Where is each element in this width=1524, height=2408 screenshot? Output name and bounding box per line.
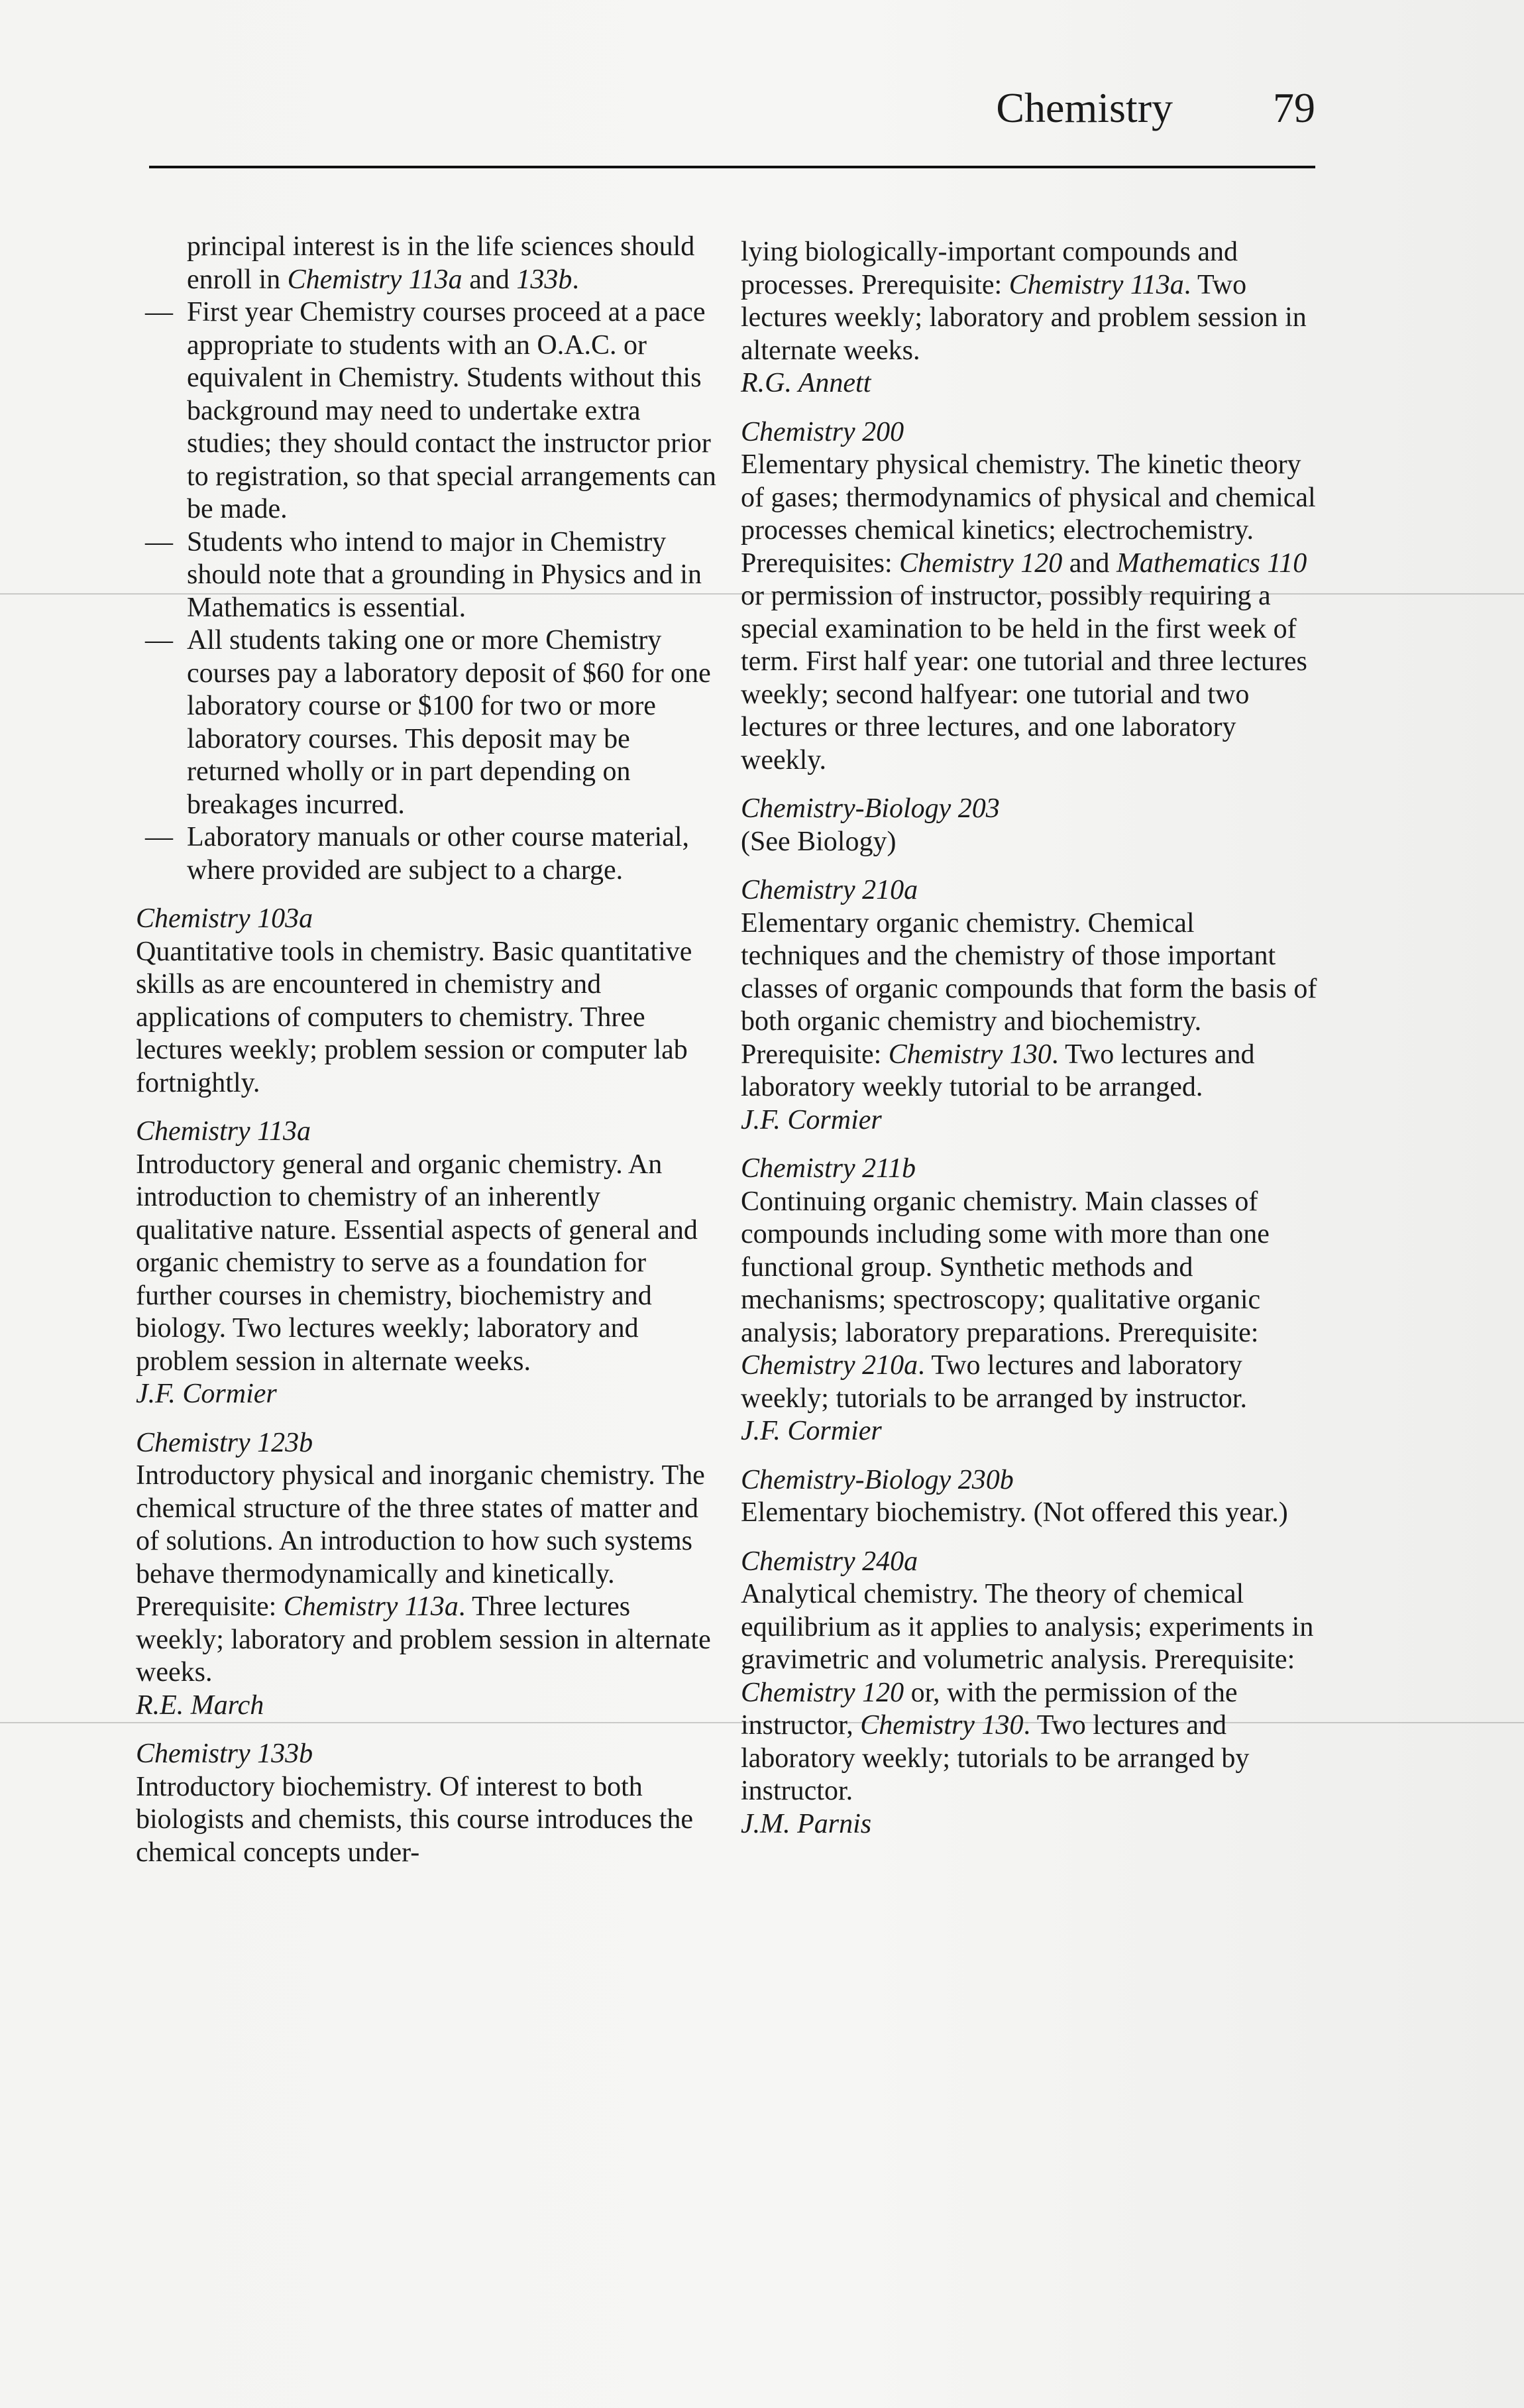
course-entry	[741, 1546, 1317, 1841]
course-name: Chemistry 211b	[741, 1153, 916, 1184]
course-name: Chemistry 133b	[136, 1739, 313, 1769]
course-instructor: R.G. Annett	[741, 368, 871, 398]
course-description: Quantitative tools in chemistry. Basic quantitative skills as are encountered in chemistry and applications of computers to chemistry. Three lectures weekly; problem session or computer lab fortnightly.	[136, 936, 692, 1098]
course-instructor: R.E. March	[136, 1690, 264, 1721]
running-header	[149, 78, 1315, 138]
course-entry	[136, 1738, 719, 1869]
right-column	[741, 236, 1317, 1841]
course-entry	[741, 874, 1317, 1137]
course-instructor: J.F. Cormier	[741, 1104, 882, 1135]
course-description: Continuing organic chemistry. Main classes of compounds including some with more than one functional group. Synthetic methods and mechanisms; spectroscopy; qualitative organic analysis; laboratory preparations. Prerequisite: Chemistry 210a. Two lectures and laboratory weekly; tutorials to be arranged by instructor.	[741, 1186, 1270, 1414]
course-continuation	[741, 236, 1317, 400]
course-description: Introductory biochemistry. Of interest to both biologists and chemists, this course introduces the chemical concepts under-	[136, 1771, 694, 1868]
course-name: Chemistry 210a	[741, 875, 918, 905]
course-description: lying biologically-important compounds and processes. Prerequisite: Chemistry 113a. Two lectures weekly; laboratory and problem session in alternate weeks.	[741, 237, 1307, 366]
course-description: Analytical chemistry. The theory of chemical equilibrium as it applies to analysis; experiments in gravimetric and volumetric analysis. Prerequisite: Chemistry 120 or, with the permission of the instructor, Chemistry 130. Two lectures and laboratory weekly; tutorials to be arranged by instructor.	[741, 1579, 1314, 1806]
course-name: Chemistry 123b	[136, 1427, 313, 1458]
course-name: Chemistry 103a	[136, 903, 313, 934]
note-item: — All students taking one or more Chemistry courses pay a laboratory deposit of $60 for one laboratory course or $100 for two or more laboratory courses. This deposit may be returned wholly or in part depending on breakages incurred.	[145, 625, 711, 820]
course-instructor: J.M. Parnis	[741, 1808, 872, 1839]
course-description: Elementary organic chemistry. Chemical techniques and the chemistry of those important classes of organic compounds that form the basis of both organic chemistry and biochemistry. Prerequisite: Chemistry 130. Two lectures and laboratory weekly tutorial to be arranged.	[741, 907, 1317, 1102]
course-name: Chemistry 240a	[741, 1546, 918, 1577]
course-name: Chemistry-Biology 230b	[741, 1464, 1014, 1495]
course-entry	[741, 793, 1317, 858]
note-item: — Students who intend to major in Chemistry should note that a grounding in Physics and in Mathematics is essential.	[145, 526, 702, 623]
course-entry	[741, 416, 1317, 777]
course-description: Introductory general and organic chemistry. An introduction to chemistry of an inherently qualitative nature. Essential aspects of general and organic chemistry to serve as a foundation for further courses in chemistry, biochemistry and biology. Two lectures weekly; laboratory and problem session in alternate weeks.	[136, 1149, 698, 1377]
header-rule	[149, 166, 1315, 168]
course-name: Chemistry 113a	[136, 1116, 311, 1147]
course-description: (See Biology)	[741, 826, 897, 857]
course-entry	[136, 1427, 719, 1723]
course-description: Elementary physical chemistry. The kinetic theory of gases; thermodynamics of physical and chemical processes chemical kinetics; electrochemistry. Prerequisites: Chemistry 120 and Mathematics 110 or permission of instructor, possibly requiring a special examination to be held in the first week of term. First half year: one tutorial and three lectures weekly; second halfyear: one tutorial and two lectures or three lectures, and one laboratory weekly.	[741, 449, 1316, 775]
course-entry	[741, 1153, 1317, 1448]
note-item: — First year Chemistry courses proceed at a pace appropriate to students with an O.A.C. or equivalent in Chemistry. Students without this background may need to undertake extra studies; they should contact the instructor prior to registration, so that special arrangements can be made.	[145, 297, 716, 524]
course-name: Chemistry-Biology 203	[741, 793, 1000, 824]
section-title: Chemistry	[996, 84, 1173, 131]
page-number: 79	[1273, 84, 1315, 131]
course-instructor: J.F. Cormier	[741, 1416, 882, 1446]
note-item: — Laboratory manuals or other course material, where provided are subject to a charge.	[145, 822, 690, 886]
course-entry	[741, 1464, 1317, 1530]
course-description: Introductory physical and inorganic chemistry. The chemical structure of the three states of matter and of solutions. An introduction to how such systems behave thermodynamically and kinetically. Prerequisite: Chemistry 113a. Three lectures weekly; laboratory and problem session in alternate weeks.	[136, 1460, 711, 1688]
course-entry	[136, 903, 719, 1100]
left-column	[136, 231, 719, 1869]
intro-paragraph: principal interest is in the life sciences should enroll in Chemistry 113a and 133b.	[187, 231, 695, 295]
course-description: Elementary biochemistry. (Not offered this year.)	[741, 1497, 1288, 1528]
course-entry	[136, 1116, 719, 1411]
course-name: Chemistry 200	[741, 416, 904, 447]
course-instructor: J.F. Cormier	[136, 1379, 277, 1409]
